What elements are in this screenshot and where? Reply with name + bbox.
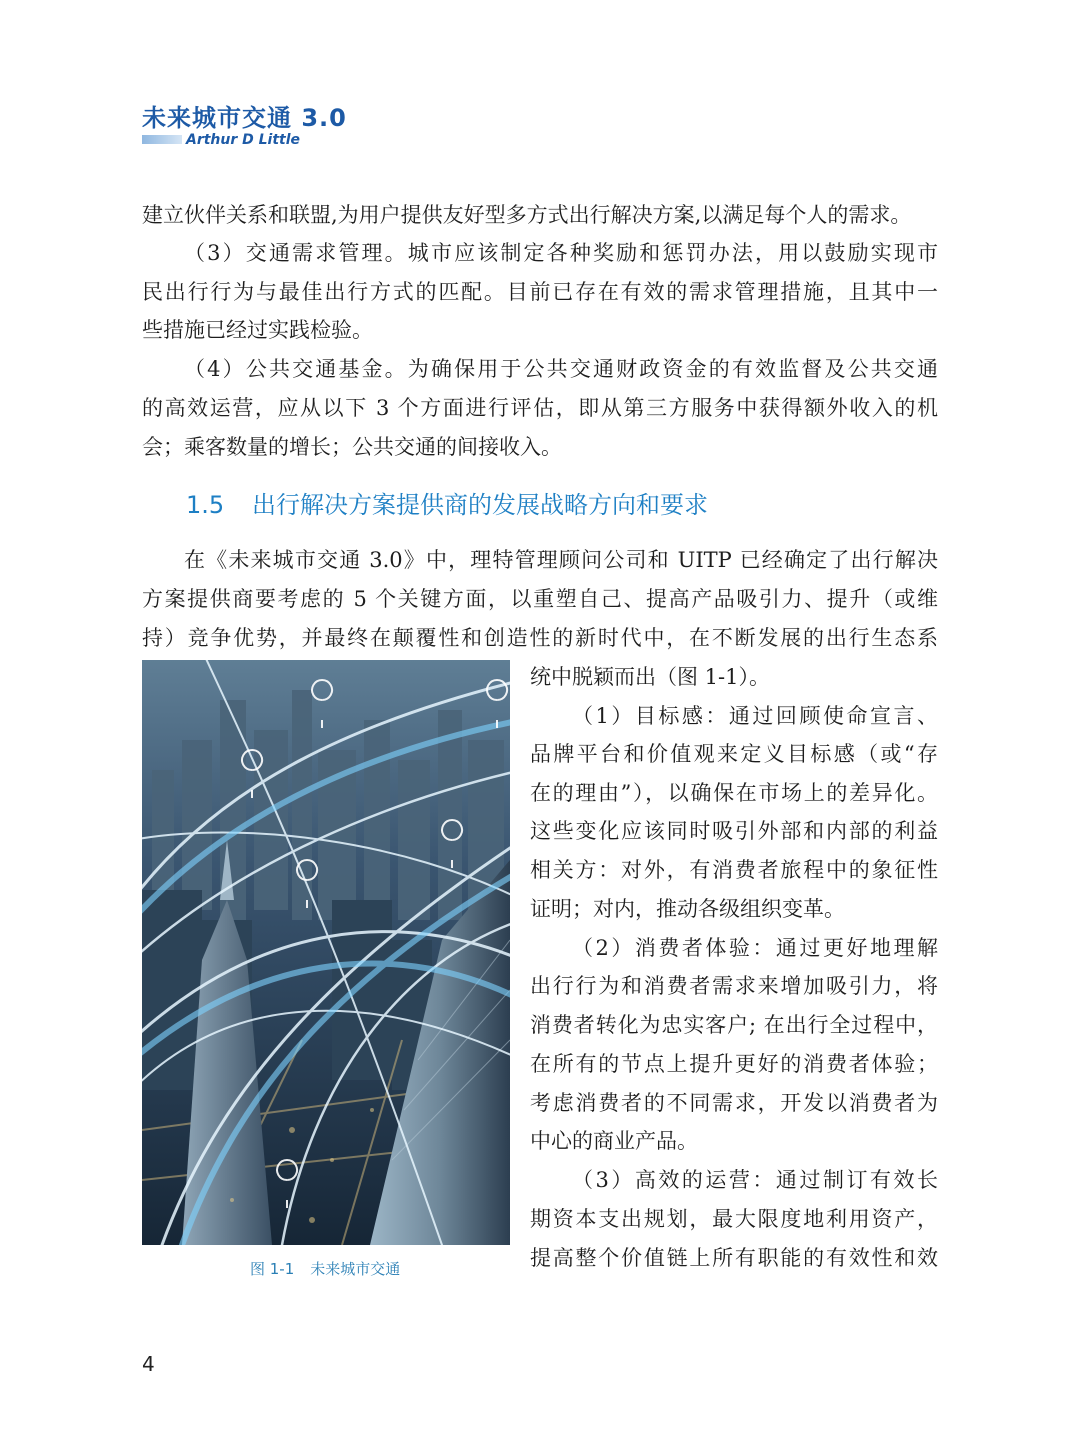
body-line: 考虑消费者的不同需求，开发以消费者为 [530,1091,938,1115]
book-title: 未来城市交通 3.0 [142,104,347,132]
page-number: 4 [142,1352,155,1376]
figure-image-smart-city [142,660,510,1245]
figure-caption-text: 未来城市交通 [310,1260,401,1278]
body-line: 出行行为和消费者需求来增加吸引力，将 [530,974,938,998]
body-line: 品牌平台和价值观来定义目标感（或“存 [530,742,938,766]
body-line: 期资本支出规划，最大限度地利用资产， [530,1207,938,1231]
body-line: 些措施已经过实践检验。 [142,318,373,342]
body-line: 提高整个价值链上所有职能的有效性和效 [530,1246,938,1270]
body-line: 方案提供商要考虑的 5 个关键方面，以重塑自己、提高产品吸引力、提升（或维 [142,587,938,611]
section-number: 1.5 [186,491,225,519]
header-accent-bar [142,135,182,144]
body-line: 的高效运营，应从以下 3 个方面进行评估，即从第三方服务中获得额外收入的机 [142,396,938,420]
body-line: （1）目标感：通过回顾使命宣言、 [572,704,938,728]
body-line: 相关方：对外，有消费者旅程中的象征性 [530,858,938,882]
body-line: 证明；对内，推动各级组织变革。 [530,897,845,921]
figure-label: 图 1-1 [250,1260,295,1278]
body-line: 在所有的节点上提升更好的消费者体验； [530,1052,938,1076]
body-line: 民出行行为与最佳出行方式的匹配。目前已存在有效的需求管理措施，且其中一 [142,280,938,304]
body-line: 持）竞争优势，并最终在颠覆性和创造性的新时代中，在不断发展的出行生态系 [142,626,938,650]
body-line: （3）高效的运营：通过制订有效长 [572,1168,938,1192]
body-line: 在《未来城市交通 3.0》中，理特管理顾问公司和 UITP 已经确定了出行解决 [184,548,938,572]
running-header [142,104,347,148]
body-line: （2）消费者体验：通过更好地理解 [572,936,938,960]
body-line: 在的理由”），以确保在市场上的差异化。 [530,781,938,805]
publisher-logo-text: Arthur D Little [186,132,301,148]
body-line: （4）公共交通基金。为确保用于公共交通财政资金的有效监督及公共交通 [184,357,938,381]
body-line: 中心的商业产品。 [530,1129,698,1153]
body-line: 消费者转化为忠实客户; 在出行全过程中， [530,1013,938,1037]
body-line: 建立伙伴关系和联盟,为用户提供友好型多方式出行解决方案,以满足每个人的需求。 [142,203,912,227]
body-line: （3）交通需求管理。城市应该制定各种奖励和惩罚办法，用以鼓励实现市 [184,241,938,265]
body-line: 统中脱颖而出（图 1-1）。 [530,665,770,689]
figure-caption [250,1258,400,1279]
body-line: 会；乘客数量的增长；公共交通的间接收入。 [142,435,562,459]
section-heading [186,487,708,523]
section-title: 出行解决方案提供商的发展战略方向和要求 [252,491,708,519]
body-line: 这些变化应该同时吸引外部和内部的利益 [530,819,938,843]
